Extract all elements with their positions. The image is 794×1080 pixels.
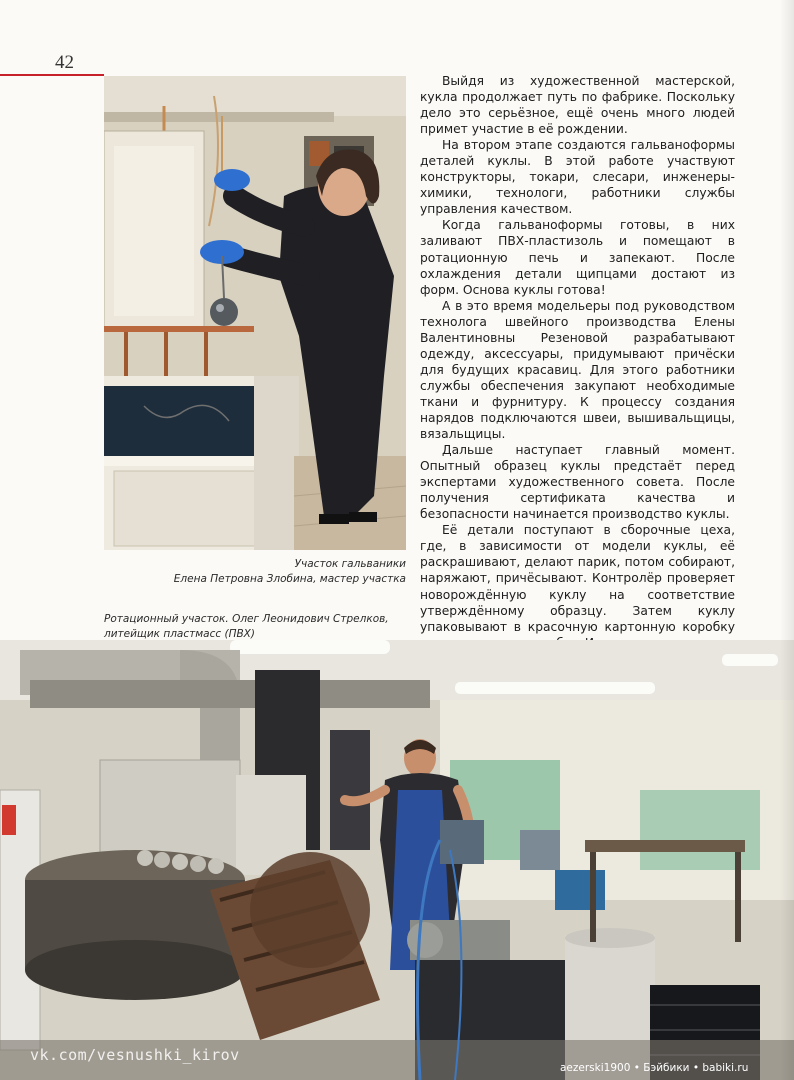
article-paragraph: Когда гальваноформы готовы, в них заливают ПВХ-пластизоль и помещают в ротационную печь и запекают. После охлаждения детали щипцами достают из форм. Основа куклы готова! bbox=[420, 218, 735, 297]
page-number: 42 bbox=[55, 52, 74, 73]
article-paragraph: Выйдя из художественной мастерской, кукла продолжает путь по фабрике. Поскольку дело это серьёзное, ещё очень много людей примет участие в её рождении. bbox=[420, 74, 735, 137]
page-accent-rule bbox=[0, 74, 104, 76]
watermark-vk: vk.com/vesnushki_kirov bbox=[30, 1046, 240, 1064]
article-text bbox=[420, 73, 735, 683]
article-paragraph: Её детали поступают в сборочные цеха, где, в зависимости от модели куклы, её раскрашивают, делают парик, потом собирают, наряжают, причёсывают. Контролёр проверяет новорождённую куклу на соответствие утверждённому образцу. Затем куклу упаковывают в красочную картонную коробку bbox=[420, 523, 735, 634]
article-paragraph: На втором этапе создаются гальваноформы деталей куклы. В этой работе участвуют конструкторы, токари, слесари, инженеры-химики, технологи, работники службы управления качеством. bbox=[420, 138, 735, 217]
article-paragraph: А в это время модельеры под руководством технолога швейного производства Елены Валентиновны Резеновой разрабатывают одежду, аксессуары, придумывают причёски для будущих красавиц. Для этого работники службы обеспечения закупают необходимые ткани и фурнитуру. К процессу создания нарядов подключаются швеи, вышивальщицы, вязальщицы. bbox=[420, 298, 735, 442]
caption-bottom-line-1: Ротационный участок. Олег Леонидович Стрелков, bbox=[104, 613, 389, 625]
caption-rotational-molding bbox=[104, 612, 404, 642]
photo-rotational-molding-section bbox=[0, 640, 794, 1080]
caption-bottom-line-2: литейщик пластмасс (ПВХ) bbox=[104, 628, 255, 640]
photo-electroplating-section bbox=[104, 76, 406, 550]
page-edge-shadow bbox=[780, 0, 794, 1080]
watermark-babiki: aezerski1900 • Бэйбики • babiki.ru bbox=[560, 1062, 749, 1074]
caption-top-line-1: Участок гальваники bbox=[294, 558, 406, 570]
caption-electroplating bbox=[150, 557, 406, 587]
article-paragraph: Дальше наступает главный момент. Опытный образец куклы предстаёт перед экспертами художественного совета. После получения сертификата качества и безопасности начинается производство куклы. bbox=[420, 443, 735, 522]
caption-top-line-2: Елена Петровна Злобина, мастер участка bbox=[173, 573, 406, 585]
